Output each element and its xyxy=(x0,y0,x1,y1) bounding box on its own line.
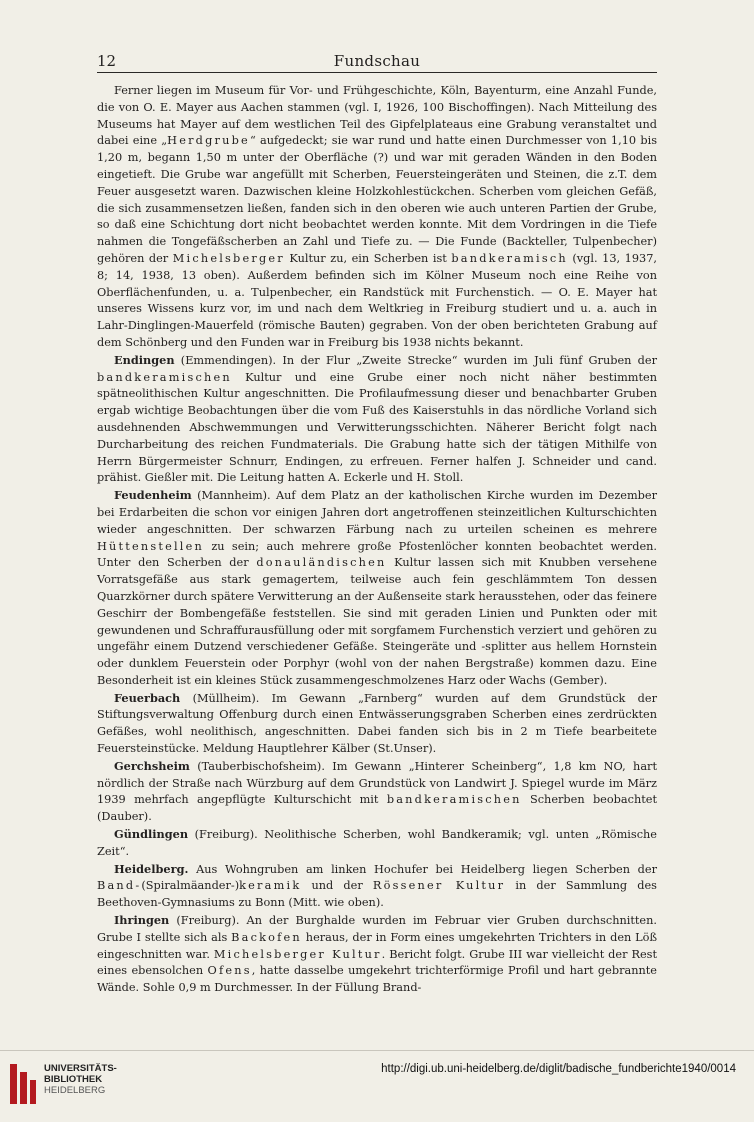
text-run: “ aufgedeckt; sie war rund und hatte einen Durchmesser von 1,10 bis 1,20 m, begann 1,50 m unter der Oberfläche (?) und war mit geraden Wänden in den Boden eingetieft. Die Grube war angefüllt mit Scherben, Feuersteingeräten und Steinen, die z.T. dem Feuer ausgesetzt waren. Dazwischen kleine Holzkohlestückchen. Scherben vom gleichen Gefäß, die sich zusammensetzen ließen, fanden sich in den oberen wie auch unteren Partien der Grube, so daß eine Schichtung dort nicht beobachtet werden konnte. Mit dem Vordringen in die Tiefe nahmen die Tongefäßscherben an Zahl und Tiefe zu. — Die Funde (Backteller, Tulpenbecher) gehören der xyxy=(97,134,657,265)
text-run: (Freiburg). An der Burghalde wurden im Februar vier Gruben durchschnitten. Grube I stellte sich als xyxy=(97,914,657,944)
entry-feuerbach xyxy=(97,690,657,758)
article-body xyxy=(97,83,657,997)
entry-heading: Heidelberg. xyxy=(114,861,189,876)
spaced-term: bandkeramischen xyxy=(386,793,522,807)
spaced-term: Ofens xyxy=(207,964,252,978)
text-run: Kultur lassen sich mit Knubben versehene Vorratsgefäße aus stark gemagertem, teilweise auch fein geschlämmtem Ton dessen Quarzkörner durch spätere Verwitterung an der Außenseite stark herausstehen, oder das feinere Geschirr der Bombengefäße feststellen. Sie sind mit geraden Linien und Punkten oder mit gewundenen und Schraffurausfüllung oder mit sorgfamem Furchenstich verziert und gehören zu ungefähr einem Dutzend verschiedener Gefäße. Steingeräte und -splitter aus hellem Hornstein oder dunklem Feuerstein oder Porphyr (wohl von der nahen Bergstraße) kommen dazu. Eine Besonderheit ist ein kleines Stück zusammengeschmolzenes Harz oder Wachs (Gember). xyxy=(97,556,657,687)
text-run: Kultur und eine Grube einer noch nicht näher bestimmten spätneolithischen Kultur angeschnitten. Die Profilaufmessung dieser und benachbarter Gruben ergab wichtige Beobachtungen über die vom Fuß des Kaiserstuhls in das nördliche Vorland sich ausdehnenden Abschwemmungen und Verwitterungsschichten. Näherer Bericht folgt nach Durcharbeitung des reichen Fundmaterials. Die Grabung hatte sich der tätigen Mithilfe von Herrn Bürgermeister Schnurr, Endingen, zu erfreuen. Ferner halfen J. Schneider und cand. prähist. Gießler mit. Die Leitung hatten A. Eckerle und H. Stoll. xyxy=(97,370,657,485)
entry-heading: Feudenheim xyxy=(114,488,192,503)
paragraph-schoenberg xyxy=(97,83,657,352)
text-run: heraus, der in Form eines umgekehrten Trichters in den Löß eingeschnitten war. xyxy=(97,930,658,961)
spaced-term: bandkeramisch xyxy=(451,251,568,265)
institution-line: UNIVERSITÄTS- xyxy=(44,1063,117,1074)
spaced-term: Herdgrube xyxy=(167,134,250,148)
spaced-term: Michelsberger xyxy=(172,251,285,265)
entry-gerchsheim xyxy=(97,758,657,826)
source-url-link[interactable]: http://digi.ub.uni-heidelberg.de/diglit/badische_fundberichte1940/0014 xyxy=(381,1063,736,1075)
university-library-logo-icon xyxy=(8,1060,38,1108)
text-run: (Emmendingen). In der Flur „Zweite Strecke“ wurden im Juli fünf Gruben der xyxy=(174,353,657,367)
text-run: und der xyxy=(301,879,373,893)
text-run: . Bericht folgt. Grube III war vielleicht der Rest eines ebensolchen xyxy=(97,947,657,978)
entry-heading: Gerchsheim xyxy=(114,758,190,773)
spaced-term: Backofen xyxy=(231,930,302,944)
spaced-term: donauländischen xyxy=(256,556,387,570)
spaced-term: bandkeramischen xyxy=(97,370,232,384)
entry-guendlingen xyxy=(97,826,657,861)
spaced-term: Rössener Kultur xyxy=(372,879,506,893)
spaced-term: Band- xyxy=(97,879,142,893)
footer-divider xyxy=(0,1050,754,1051)
institution-line: BIBLIOTHEK xyxy=(44,1074,103,1085)
text-run: (Tauberbischofsheim). Im Gewann „Hinterer Scheinberg“, 1,8 km NO, hart nördlich der Straße nach Würzburg auf dem Grundstück von Landwirt J. Spiegel wurde im März 1939 mehrfach angepflügte Kulturschicht mit xyxy=(97,759,657,807)
text-run: (Freiburg). Neolithische Scherben, wohl Bandkeramik; vgl. unten „Römische Zeit“. xyxy=(97,828,657,858)
entry-feudenheim xyxy=(97,487,657,690)
page-number: 12 xyxy=(97,52,117,70)
text-run: Scherben beobachtet (Dauber). xyxy=(97,793,657,824)
text-run: Ferner liegen im Museum für Vor- und Frühgeschichte, Köln, Bayenturm, eine Anzahl Funde, die von O. E. Mayer aus Aachen stammen (vgl. I, 1926, 100 Bischoffingen). Nach Mitteilung des Museums hat Mayer auf dem westlichen Teil des Gipfelplateaus eine Grabung veranstaltet und dabei eine „ xyxy=(97,84,657,148)
spaced-term: Michelsberger Kultur xyxy=(213,947,382,961)
institution-line: HEIDELBERG xyxy=(44,1085,106,1096)
text-run: (Müllheim). Im Gewann „Farnberg“ wurden auf dem Grundstück der Stiftungsverwaltung Offenburg durch einen Entwässerungsgraben Scherben eines zerdrückten Gefäßes, wohl neolithisch, angeschnitten. Dabei fanden sich bis in 2 m Tiefe bearbeitete Feuersteinstücke. Meldung Hauptlehrer Kälber (St.Unser). xyxy=(97,691,657,756)
text-run: (Mannheim). Auf dem Platz an der katholischen Kirche wurden im Dezember bei Erdarbeiten die schon vor einigen Jahren dort angetroffenen steinzeitlichen Kulturschichten wieder angeschnitten. Der schwarzen Färbung nach zu urteilen scheinen es mehrere xyxy=(97,489,657,536)
text-run: Kultur zu, ein Scherben ist xyxy=(284,251,452,265)
text-run: zu sein; auch mehrere große Pfostenlöcher konnten beobachtet werden. Unter den Scherben der xyxy=(97,539,657,570)
entry-heidelberg xyxy=(97,861,657,912)
spaced-term: Hüttenstellen xyxy=(97,539,204,553)
text-run: Aus Wohngruben am linken Hochufer bei Heidelberg liegen Scherben der xyxy=(188,862,657,876)
entry-heading: Feuerbach xyxy=(114,690,181,705)
running-title: Fundschau xyxy=(333,52,421,70)
entry-ihringen xyxy=(97,912,657,997)
text-run: , hatte dasselbe umgekehrt trichterförmige Profil und hart gebrannte Wände. Sohle 0,9 m Durchmesser. In der Füllung Brand- xyxy=(97,964,657,995)
institution-name xyxy=(44,1063,117,1096)
text-run: (Spiralmäander-) xyxy=(141,879,240,893)
entry-heading: Endingen xyxy=(114,352,175,367)
entry-endingen xyxy=(97,352,657,487)
text-run: in der Sammlung des Beethoven-Gymnasiums zu Bonn (Mitt. wie oben). xyxy=(97,879,657,910)
entry-heading: Ihringen xyxy=(114,913,170,928)
text-run: (vgl. 13, 1937, 8; 14, 1938, 13 oben). Außerdem befinden sich im Kölner Museum noch eine Reihe von Oberflächenfunden, u. a. Tulpenbecher, ein Randstück mit Furchenstich. — O. E. Mayer hat unseres Wissens kurz vor, im und nach dem Weltkrieg in Freiburg studiert und u. a. auch in Lahr-Dinglingen-Mauerfeld (römische Bauten) gegraben. Von der oben berichteten Grabung auf dem Schönberg und den Funden war in Freiburg bis 1938 nichts bekannt. xyxy=(97,251,657,349)
spaced-term: keramik xyxy=(239,879,302,893)
page-header xyxy=(97,50,657,73)
entry-heading: Gündlingen xyxy=(114,827,189,842)
